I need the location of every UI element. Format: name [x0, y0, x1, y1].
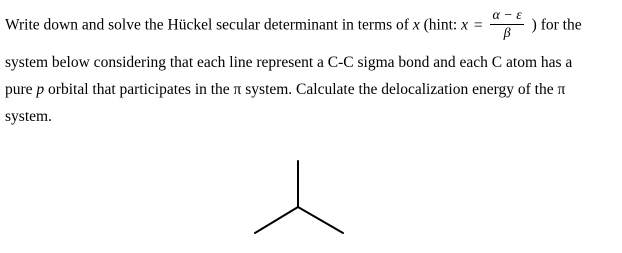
question-text: system.	[5, 108, 52, 125]
question-line-2	[5, 55, 572, 71]
bond-right	[298, 207, 343, 233]
fraction-denominator: β	[503, 26, 511, 41]
question-text: orbital that participates in the π system. Calculate the delocalization energy of the π	[48, 81, 566, 98]
question-text: system below considering that each line represent a C-C sigma bond and each C atom has a	[5, 54, 573, 71]
fraction-numerator: α − ε	[492, 8, 522, 23]
variable-x: x	[412, 16, 420, 34]
question-line-1	[5, 10, 582, 42]
p-orbital-symbol: p	[36, 81, 45, 98]
hint-fraction	[490, 9, 523, 41]
question-line-4	[5, 109, 52, 125]
question-line-3	[5, 82, 565, 98]
question-text: pure	[5, 81, 33, 98]
bond-left	[255, 207, 298, 233]
question-text: Write down and solve the Hückel secular determinant in terms of	[5, 16, 409, 34]
hint-variable-x: x	[461, 16, 468, 34]
trimethylenemethane-skeleton-diagram	[252, 157, 348, 241]
question-text-end: ) for the	[531, 16, 582, 34]
equals-sign: =	[473, 16, 483, 34]
hint-open: (hint:	[423, 16, 458, 34]
